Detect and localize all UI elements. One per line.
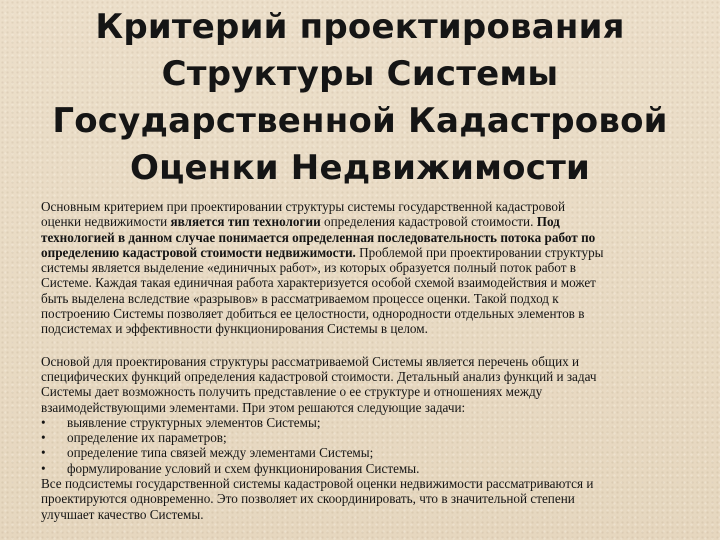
- text-run: определения кадастровой стоимости.: [320, 214, 537, 230]
- title-line: Оценки Недвижимости: [130, 148, 590, 188]
- paragraph-criterion: [41, 199, 690, 337]
- list-item-text: определение типа связей между элементами Системы;: [67, 445, 374, 461]
- text-line: улучшает качество Системы.: [41, 506, 204, 522]
- text-line: Системы дает возможность получить представление о ее структуре и отношениях между: [41, 384, 543, 400]
- text-line: подсистемах и эффективности функционирования Системы в целом.: [41, 321, 428, 337]
- task-list: [41, 415, 690, 476]
- list-item: [41, 415, 690, 430]
- text-line: Все подсистемы государственной системы кадастровой оценки недвижимости рассматриваются и: [41, 476, 594, 492]
- text-run: Проблемой при проектировании структуры: [355, 244, 604, 260]
- slide-title: [30, 4, 690, 192]
- emphasis-text: Под: [536, 214, 560, 230]
- paragraph-basis: [41, 354, 690, 522]
- text-line: специфических функций определения кадастровой стоимости. Детальный анализ функций и задач: [41, 368, 597, 384]
- paragraph-spacer: [41, 337, 690, 354]
- title-line: Государственной Кадастровой: [52, 101, 668, 141]
- bullet-icon: •: [41, 430, 46, 446]
- text-line: построению Системы позволяет добиться ее целостности, однородности отдельных элементов в: [41, 306, 585, 322]
- list-item: [41, 461, 690, 476]
- text-line: быть выделена вследствие «разрывов» в рассматриваемом процессе оценки. Такой подход к: [41, 290, 559, 306]
- text-line: взаимодействующими элементами. При этом решаются следующие задачи:: [41, 399, 466, 415]
- text-run: оценки недвижимости: [41, 214, 171, 230]
- text-line: Основой для проектирования структуры рассматриваемой Системы является перечень общих и: [41, 353, 580, 369]
- list-item: [41, 430, 690, 445]
- text-line: [41, 214, 690, 229]
- list-item: [41, 445, 690, 460]
- text-line: проектируются одновременно. Это позволяет их скоординировать, что в значительной степени: [41, 491, 575, 507]
- bullet-icon: •: [41, 414, 46, 430]
- bullet-icon: •: [41, 445, 46, 461]
- slide-body: [41, 199, 690, 522]
- title-line: Критерий проектирования: [95, 7, 625, 47]
- text-line: Системе. Каждая такая единичная работа характеризуется особой схемой взаимодействия и может: [41, 275, 596, 291]
- emphasis-text: определению кадастровой стоимости недвижимости.: [41, 244, 356, 260]
- emphasis-text: является тип технологии: [170, 214, 321, 230]
- bullet-icon: •: [41, 460, 46, 476]
- list-item-text: определение их параметров;: [67, 430, 227, 446]
- list-item-text: выявление структурных элементов Системы;: [67, 414, 321, 430]
- text-line: [41, 245, 690, 260]
- text-line: Основным критерием при проектировании структуры системы государственной кадастровой: [41, 199, 566, 214]
- title-line: Структуры Системы: [161, 54, 559, 94]
- emphasis-line: технологией в данном случае понимается определенная последовательность потока работ по: [41, 229, 596, 245]
- text-line: системы является выделение «единичных работ», из которых образуется полный поток работ в: [41, 260, 577, 276]
- list-item-text: формулирование условий и схем функционирования Системы.: [67, 460, 420, 476]
